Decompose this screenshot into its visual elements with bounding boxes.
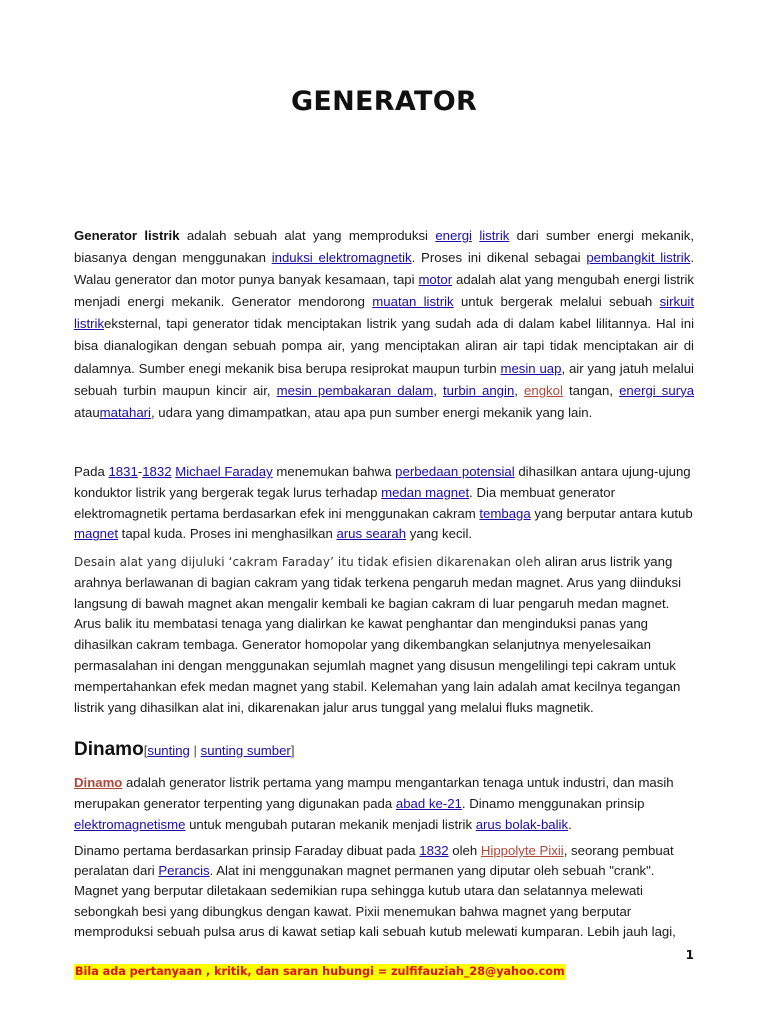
edit-source-link[interactable]: sunting sumber — [200, 743, 291, 758]
text-run: , — [433, 382, 443, 398]
link-mesin-pembakaran-dalam[interactable]: mesin pembakaran dalam — [276, 382, 434, 398]
link-perancis[interactable]: Perancis — [158, 863, 210, 879]
text-run: untuk bergerak melalui sebuah — [453, 294, 660, 310]
link-arus-searah[interactable]: arus searah — [336, 526, 407, 542]
link-1832[interactable]: 1832 — [142, 464, 172, 479]
link-sirkuit-listrik[interactable]: sirkuit listrik — [74, 294, 695, 332]
footer-contact-note: Bila ada pertanyaan , kritik, dan saran hubungi = zulfifauziah_28@yahoo.com — [75, 965, 565, 978]
link-pembangkit-listrik[interactable]: pembangkit listrik — [586, 250, 691, 266]
link-arus-bolak-balik[interactable]: arus bolak-balik — [475, 817, 569, 832]
text-run: , — [514, 382, 525, 398]
text-run: menemukan bahwa — [272, 464, 396, 479]
page-number: 1 — [685, 948, 694, 962]
text-run: . Dia membuat generator elektromagnetik pertama berdasarkan efek ini menggunakan cakram — [74, 484, 616, 521]
text-run: . Walau generator dan motor punya banyak kesamaan, tapi — [74, 250, 694, 288]
edit-section-link[interactable]: sunting — [147, 743, 190, 758]
text-run: . — [568, 817, 572, 832]
text-run: . Alat ini menggunakan magnet permanen yang diputar oleh sebuah "crank". Magnet yang berputar diletakaan sedemikian rupa sehingga kutub utara dan selatannya melewati sebongkah besi yang dibungkus dengan kawat. Pixii menemukan bahwa magnet yang berputar memproduksi sebuah pulsa arus di kawat setiap kali sebuah kutub melewati kumparan. Lebih jauh lagi, — [74, 863, 676, 939]
text-run: . Proses ini dikenal sebagai — [411, 250, 587, 266]
paragraph-dinamo-pixii — [74, 841, 694, 942]
link-michael-faraday[interactable]: Michael Faraday — [175, 464, 273, 479]
link-1832-pixii[interactable]: 1832 — [419, 843, 449, 858]
text-run: tapal kuda. Proses ini menghasilkan — [118, 526, 337, 542]
link-matahari[interactable]: matahari — [99, 404, 151, 420]
link-abad-ke-21[interactable]: abad ke-21 — [395, 796, 462, 811]
text-run: tangan, — [562, 382, 620, 398]
text-run: oleh — [448, 843, 481, 858]
text-run: aliran arus listrik yang arahnya berlawanan di bagian cakram yang tidak terkena pengaruh medan magnet. Arus yang diinduksi langsung di bawah magnet akan mengalir kembali ke bagian cakram di luar pengaruh medan magnet. Arus balik itu membatasi tenaga yang dialirkan ke kawat penghantar dan menginduksi panas yang dihasilkan cakram tembaga. Generator homopolar yang dikembangkan selanjutnya menyelesaikan permasalahan ini dengan menggunakan sejumlah magnet yang disusun mengelilingi tepi cakram untuk mempertahankan efek medan magnet yang stabil. Kelemahan yang lain adalah amat kecilnya tegangan listrik yang dihasilkan alat ini, dikarenakan jalur arus tunggal yang melalui fluks magnetik. — [74, 554, 682, 715]
text-run: Dinamo pertama berdasarkan prinsip Faraday dibuat pada — [74, 843, 420, 858]
link-engkol[interactable]: engkol — [524, 382, 563, 398]
link-dinamo[interactable]: Dinamo — [74, 775, 123, 790]
text-run: dihasilkan antara ujung-ujung konduktor listrik yang bergerak tegak lurus terhadap — [74, 464, 691, 500]
text-run: - — [137, 464, 143, 479]
term-generator-listrik: Generator listrik — [74, 228, 180, 243]
link-medan-magnet[interactable]: medan magnet — [381, 484, 470, 500]
paragraph-cakram-faraday — [74, 552, 694, 718]
paragraph-faraday — [74, 462, 694, 545]
link-elektromagnetisme[interactable]: elektromagnetisme — [74, 817, 186, 832]
link-magnet[interactable]: magnet — [74, 526, 118, 542]
edit-bracket-close: ] — [290, 743, 295, 758]
text-run: eksternal, tapi generator tidak menciptakan listrik yang sudah ada di dalam kabel lilitannya. Hal ini bisa dianalogikan dengan sebuah pompa air, yang menciptakan aliran air tapi tidak menciptakan air di dalamnya. Sumber enegi mekanik bisa berupa resiprokat maupun turbin — [74, 316, 694, 376]
text-run: , seorang pembuat peralatan dari — [74, 843, 674, 879]
text-run-condensed: Desain alat yang dijuluki ‘cakram Faraday’ itu tidak efisien dikarenakan oleh — [74, 555, 542, 569]
link-perbedaan-potensial[interactable]: perbedaan potensial — [395, 464, 515, 479]
section-heading-dinamo — [74, 736, 295, 765]
edit-bracket-open: [ — [143, 743, 148, 758]
link-energi-surya[interactable]: energi surya — [619, 382, 695, 398]
paragraph-dinamo-intro — [74, 772, 694, 835]
link-tembaga[interactable]: tembaga — [479, 505, 531, 521]
link-listrik[interactable]: listrik — [479, 228, 510, 243]
paragraph-generator-intro — [74, 225, 694, 424]
text-run: adalah generator listrik pertama yang mampu mengantarkan tenaga untuk industri, dan masih merupakan generator terpenting yang digunakan pada — [74, 775, 674, 811]
document-title: GENERATOR — [290, 86, 478, 117]
text-run: , air yang jatuh melalui sebuah turbin maupun kincir air, — [74, 360, 694, 398]
link-1831[interactable]: 1831 — [108, 464, 138, 479]
section-heading-title: Dinamo — [74, 739, 144, 760]
link-motor[interactable]: motor — [418, 272, 453, 288]
link-induksi-elektromagnetik[interactable]: induksi elektromagnetik — [271, 250, 412, 266]
text-run: , udara yang dimampatkan, atau apa pun sumber energi mekanik yang lain. — [150, 404, 593, 420]
link-turbin-angin[interactable]: turbin angin — [442, 382, 515, 398]
text-run: yang kecil. — [406, 526, 473, 542]
text-run: yang berputar antara kutub — [530, 505, 693, 521]
text-run: untuk mengubah putaran mekanik menjadi listrik — [185, 817, 476, 832]
link-hippolyte-pixii[interactable]: Hippolyte Pixii — [480, 843, 564, 858]
text-run: atau — [74, 404, 100, 420]
text-run: adalah sebuah alat yang memproduksi — [179, 228, 436, 243]
text-run: . Dinamo menggunakan prinsip — [461, 796, 645, 811]
edit-separator: | — [189, 743, 201, 758]
text-run: Pada — [74, 464, 109, 479]
link-energi[interactable]: energi — [435, 228, 472, 243]
link-mesin-uap[interactable]: mesin uap — [500, 360, 562, 376]
text-run: adalah alat yang mengubah energi listrik menjadi energi mekanik. Generator mendorong — [74, 272, 694, 310]
text-run: dari sumber energi mekanik, biasanya dengan menggunakan — [74, 228, 695, 266]
link-muatan-listrik[interactable]: muatan listrik — [372, 294, 454, 310]
